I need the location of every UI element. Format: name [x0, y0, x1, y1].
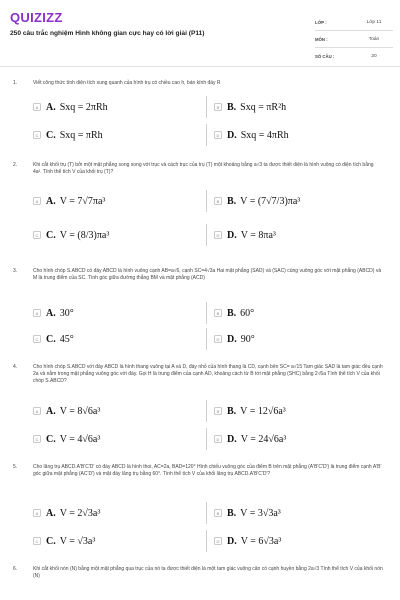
option-letter: D. [227, 433, 237, 445]
option-b[interactable] [214, 302, 384, 324]
option-letter: B. [227, 405, 237, 417]
meta-row-subject [315, 31, 393, 48]
quizizz-logo: QUIZIZZ [10, 10, 63, 25]
question-text: Cho hình chóp S.ABCD có đáy ABCD là hình vuông cạnh AB=a√6, cạnh SC=4√3a Hai mặt phẳng (SAD) và (SAC) cùng vuông góc với mặt phẳng (ABCD) và M là trung điểm của SC. Tính góc giữa đường thẳng BM và mặt phẳng (ACD) [33, 268, 382, 282]
question-number: 1. [13, 80, 18, 86]
option-c[interactable] [33, 428, 207, 450]
option-letter: A. [46, 307, 56, 319]
option-value: V = 6√3a³ [240, 535, 282, 547]
option-d[interactable] [214, 428, 384, 450]
option-d[interactable] [214, 224, 384, 246]
option-letter: A. [46, 405, 56, 417]
worksheet-header [0, 0, 400, 64]
meta-value-subject: Toán [368, 36, 380, 42]
option-value: V = (8/3)πa³ [59, 229, 110, 241]
option-value: V = 3√3a³ [240, 507, 281, 519]
option-value: V = √3a³ [59, 535, 96, 547]
option-letter: B. [227, 507, 237, 519]
option-a[interactable] [33, 302, 207, 324]
option-letter: C. [46, 229, 56, 241]
question-number: 5. [13, 464, 18, 470]
option-badge: A [33, 197, 41, 205]
option-badge: A [33, 509, 41, 517]
question-number: 4. [13, 364, 18, 370]
option-badge: A [33, 103, 41, 111]
option-badge: C [33, 335, 41, 343]
option-value: V = 8πa³ [240, 229, 276, 241]
meta-label-class: LỚP : [315, 19, 327, 25]
option-letter: B. [227, 195, 237, 207]
option-b[interactable] [214, 400, 384, 422]
option-value: V = 7√7πa³ [59, 195, 106, 207]
option-badge: C [33, 231, 41, 239]
option-c[interactable] [33, 224, 207, 246]
question-text: Khi cắt khối trụ (T) bởi một mặt phẳng song song với trục và cách trục của trụ (T) một khoảng bằng a√3 ta được thiết diện là hình vuông có diện tích bằng 4a². Tính thể tích V của khối trụ (T)? [33, 162, 374, 176]
option-value: V = 24√6a³ [240, 433, 287, 445]
option-value: 60° [240, 307, 255, 319]
option-value: Sxq = 2πRh [59, 101, 108, 113]
option-value: V = 2√3a³ [59, 507, 101, 519]
question-text: Viết công thức tính diện tích xung quanh của hình trụ có chiều cao h, bán kính đáy R [33, 80, 221, 86]
question-number: 6. [13, 566, 18, 572]
option-a[interactable] [33, 190, 207, 212]
option-letter: D. [227, 535, 237, 547]
option-letter: D. [227, 129, 237, 141]
option-letter: A. [46, 507, 56, 519]
option-letter: C. [46, 333, 56, 345]
option-b[interactable] [214, 502, 384, 524]
option-badge: B [214, 103, 222, 111]
option-a[interactable] [33, 400, 207, 422]
option-badge: C [33, 131, 41, 139]
meta-value-class: Lớp 11 [366, 19, 382, 25]
meta-label-subject: MÔN : [315, 36, 328, 42]
option-value: Sxq = 4πRh [240, 129, 289, 141]
meta-row-class [315, 14, 393, 31]
option-value: 30° [59, 307, 74, 319]
option-badge: C [33, 435, 41, 443]
option-c[interactable] [33, 328, 207, 350]
option-badge: B [214, 309, 222, 317]
option-c[interactable] [33, 124, 207, 146]
option-value: Sxq = πR²h [240, 101, 287, 113]
meta-label-count: SỐ CÂU : [315, 53, 335, 59]
option-value: V = 12√6a³ [240, 405, 286, 417]
option-letter: B. [227, 101, 237, 113]
option-letter: C. [46, 433, 56, 445]
option-letter: A. [46, 101, 56, 113]
meta-value-count: 20 [371, 53, 377, 59]
option-value: V = 8√6a³ [59, 405, 101, 417]
question-text: Cho lăng trụ ABCD.A'B'C'D' có đáy ABCD là hình thoi, AC=2a, BAD=120° Hình chiếu vuông góc của điểm B trên mặt phẳng (A'B'C'D') là trung điểm cạnh A'B' góc giữa mặt phẳng (AC'D') và mặt đáy lăng trụ bằng 60°. Tính thể tích V của khối lăng trụ ABCD.A'B'C'D'? [33, 464, 382, 478]
option-b[interactable] [214, 190, 384, 212]
question-text: Khi cắt khối nón (N) bằng một mặt phẳng qua trục của nó ta được thiết diện là một tam giác vuông cân có cạnh huyền bằng 2a√3 Tính thể tích V của khối nón (N) [33, 566, 383, 580]
option-c[interactable] [33, 530, 207, 552]
option-value: 45° [59, 333, 74, 345]
meta-row-count [315, 48, 393, 64]
option-badge: C [33, 537, 41, 545]
option-letter: A. [46, 195, 56, 207]
option-b[interactable] [214, 96, 384, 118]
option-badge: D [214, 537, 222, 545]
option-value: V = (7√7/3)πa³ [240, 195, 301, 207]
option-value: Sxq = πRh [59, 129, 103, 141]
option-letter: C. [46, 129, 56, 141]
question-text: Cho hình chóp S.ABCD với đáy ABCD là hình thang vuông tại A và D, đáy nhỏ của hình thang là CD, cạnh bên SC= a√15 Tam giác SAD là tam giác đều cạnh 2a và nằm trong mặt phẳng vuông góc với đáy. Gọi H là trung điểm của cạnh AD, khoảng cách từ B tới mặt phẳng (SHC) bằng 2√6a Tính thể tích V của khối chóp S.ABCD? [33, 364, 383, 385]
question-number: 3. [13, 268, 18, 274]
option-badge: D [214, 435, 222, 443]
option-badge: B [214, 197, 222, 205]
option-letter: C. [46, 535, 56, 547]
option-badge: B [214, 509, 222, 517]
option-badge: D [214, 131, 222, 139]
question-number: 2. [13, 162, 18, 168]
option-badge: B [214, 407, 222, 415]
header-divider [0, 66, 400, 67]
option-d[interactable] [214, 124, 384, 146]
option-badge: A [33, 407, 41, 415]
option-d[interactable] [214, 328, 384, 350]
worksheet-meta [315, 14, 393, 64]
option-value: 90° [240, 333, 255, 345]
option-d[interactable] [214, 530, 384, 552]
option-badge: D [214, 231, 222, 239]
option-a[interactable] [33, 96, 207, 118]
option-value: V = 4√6a³ [59, 433, 101, 445]
option-letter: D. [227, 229, 237, 241]
option-a[interactable] [33, 502, 207, 524]
option-letter: B. [227, 307, 237, 319]
worksheet-title: 250 câu trắc nghiệm Hình không gian cực hay có lời giải (P11) [10, 30, 205, 37]
option-badge: D [214, 335, 222, 343]
option-badge: A [33, 309, 41, 317]
option-letter: D. [227, 333, 237, 345]
